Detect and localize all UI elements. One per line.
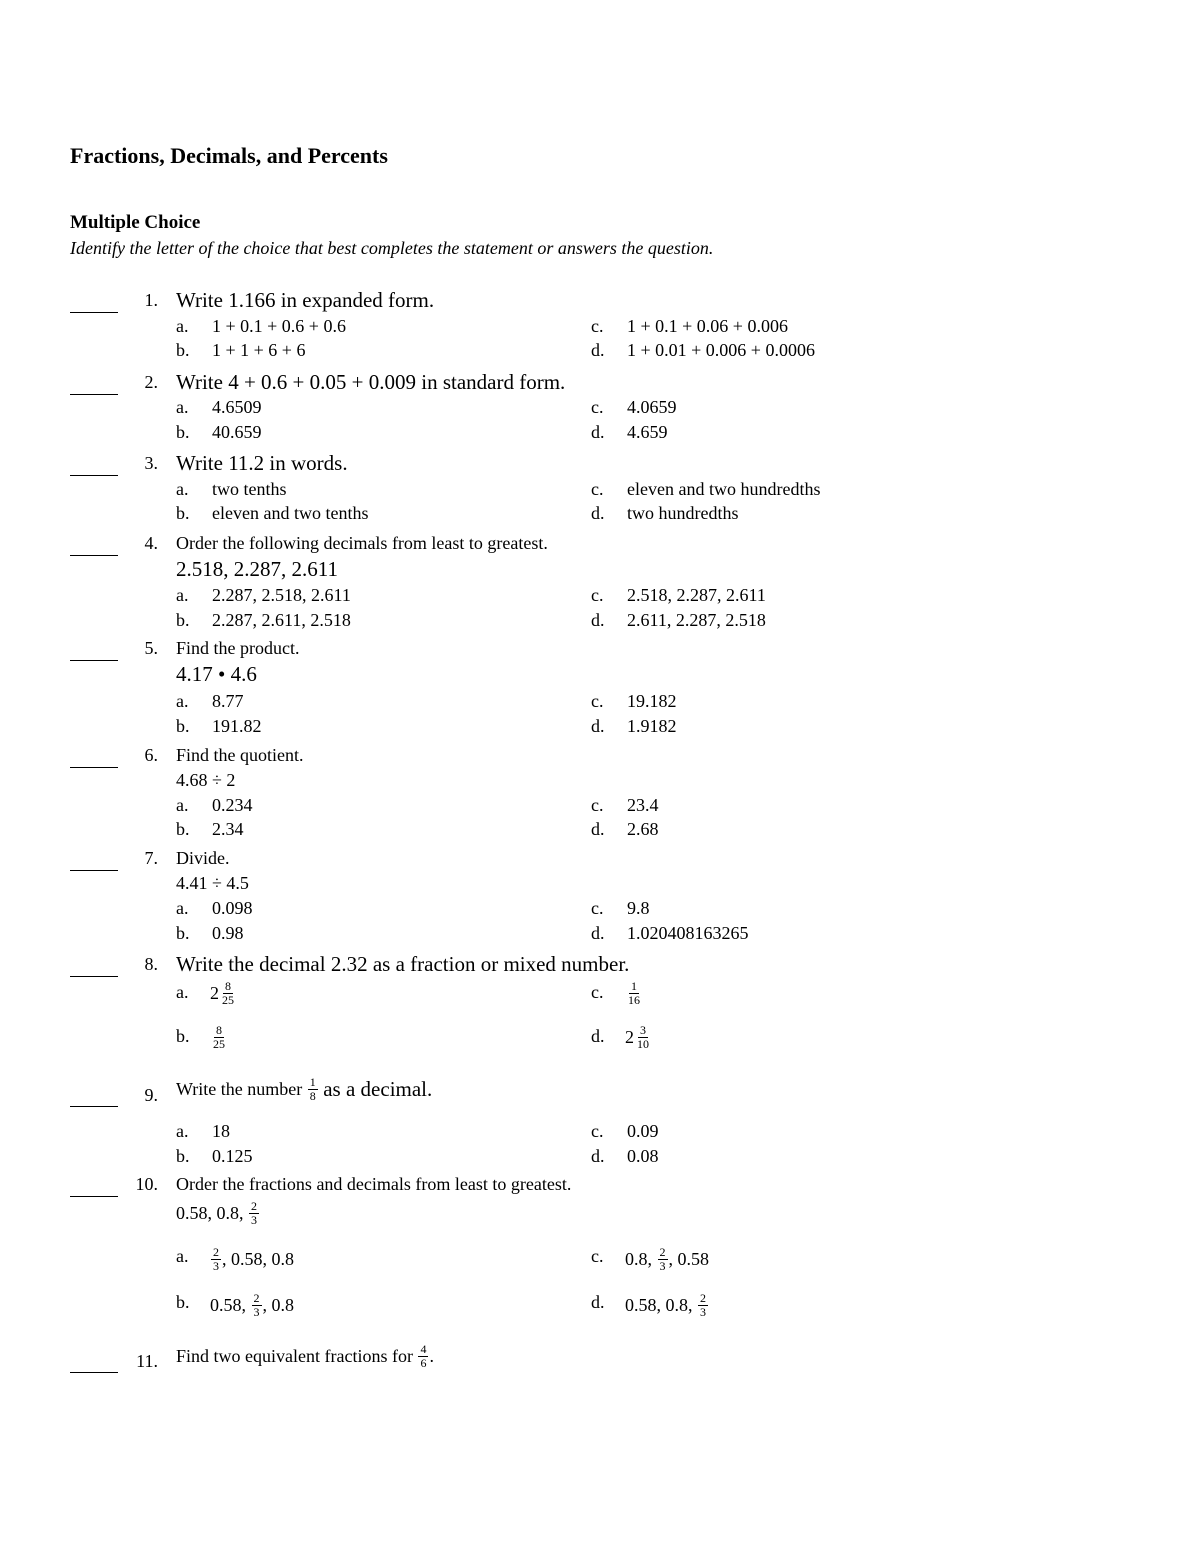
option-letter: b.: [176, 503, 190, 523]
option-c[interactable]: eleven and two hundredths: [627, 479, 821, 499]
denominator: 6: [420, 1356, 427, 1370]
option-d[interactable]: [625, 1292, 709, 1319]
question-number: 1.: [144, 290, 158, 310]
option-letter: c.: [591, 1246, 604, 1266]
denominator: 25: [213, 1037, 225, 1051]
option-pre: 0.58, 0.8,: [625, 1295, 697, 1315]
question-text: Order the following decimals from least to greatest.: [176, 533, 548, 553]
denominator: 3: [251, 1213, 257, 1227]
option-b[interactable]: [210, 1024, 228, 1051]
expression-text: 0.58, 0.8,: [176, 1203, 244, 1223]
numerator: 8: [225, 979, 231, 993]
denominator: 8: [309, 1089, 316, 1103]
option-a[interactable]: 1 + 0.1 + 0.6 + 0.6: [212, 316, 346, 336]
numerator: 1: [631, 979, 637, 993]
option-letter: d.: [591, 923, 605, 943]
option-post: , 0.8: [262, 1295, 294, 1315]
option-d[interactable]: [625, 1024, 652, 1051]
question-text: Write 1.166 in expanded form.: [176, 288, 435, 312]
option-c[interactable]: 2.518, 2.287, 2.611: [627, 585, 766, 605]
option-d[interactable]: 4.659: [627, 422, 668, 442]
question-text: [176, 1343, 434, 1370]
question-number: 2.: [144, 372, 158, 392]
option-letter: b.: [176, 923, 190, 943]
option-letter: c.: [591, 316, 604, 336]
question-expression: 4.68 ÷ 2: [176, 770, 236, 790]
question-number: 6.: [144, 745, 158, 765]
question-number: 4.: [144, 533, 158, 553]
option-letter: a.: [176, 1121, 189, 1141]
option-b[interactable]: 2.34: [212, 819, 244, 839]
option-letter: d.: [591, 1026, 605, 1046]
section-heading: Multiple Choice: [70, 212, 201, 233]
option-a[interactable]: 4.6509: [212, 397, 262, 417]
option-a[interactable]: two tenths: [212, 479, 287, 499]
denominator: 3: [253, 1305, 260, 1319]
answer-blank-1[interactable]: [70, 312, 118, 313]
fraction: [626, 980, 642, 1007]
question-text: Divide.: [176, 848, 230, 868]
option-c[interactable]: 0.09: [627, 1121, 659, 1141]
option-d[interactable]: two hundredths: [627, 503, 739, 523]
option-letter: a.: [176, 691, 189, 711]
option-letter: a.: [176, 585, 189, 605]
option-pre: 0.8,: [625, 1249, 657, 1269]
option-letter: a.: [176, 1246, 189, 1266]
question-number: 9.: [144, 1085, 158, 1105]
question-expression: 4.17 • 4.6: [176, 662, 257, 686]
numerator: 4: [420, 1342, 427, 1356]
denominator: 3: [700, 1305, 706, 1319]
answer-blank-3[interactable]: [70, 475, 118, 476]
option-b[interactable]: 2.287, 2.611, 2.518: [212, 610, 351, 630]
denominator: 10: [637, 1037, 649, 1051]
question-text: Find the quotient.: [176, 745, 304, 765]
option-letter: c.: [591, 898, 604, 918]
option-a[interactable]: 18: [212, 1121, 230, 1141]
question-text: Find the product.: [176, 638, 300, 658]
option-d[interactable]: 0.08: [627, 1146, 659, 1166]
numerator: 2: [659, 1245, 666, 1259]
question-text: [176, 1076, 432, 1103]
question-text: Write 11.2 in words.: [176, 451, 348, 475]
question-text: Write the decimal 2.32 as a fraction or mixed number.: [176, 952, 630, 976]
option-b[interactable]: 0.125: [212, 1146, 253, 1166]
question-number: 8.: [144, 954, 158, 974]
option-a[interactable]: 0.098: [212, 898, 253, 918]
option-letter: d.: [591, 610, 605, 630]
option-b[interactable]: 1 + 1 + 6 + 6: [212, 340, 306, 360]
option-letter: d.: [591, 716, 605, 736]
option-letter: c.: [591, 585, 604, 605]
answer-blank-8[interactable]: [70, 976, 118, 977]
answer-blank-4[interactable]: [70, 555, 118, 556]
numerator: 3: [640, 1023, 646, 1037]
option-letter: b.: [176, 610, 190, 630]
option-letter: b.: [176, 1146, 190, 1166]
option-c[interactable]: [625, 980, 643, 1007]
fraction: [308, 1076, 318, 1103]
option-letter: c.: [591, 1121, 604, 1141]
option-c[interactable]: 1 + 0.1 + 0.06 + 0.006: [627, 316, 788, 336]
question-expression: [176, 1200, 260, 1227]
page-title: Fractions, Decimals, and Percents: [70, 143, 388, 168]
mixed-whole: 2: [625, 1027, 634, 1047]
fraction: [211, 1246, 221, 1273]
question-number: 7.: [144, 848, 158, 868]
numerator: 2: [700, 1291, 706, 1305]
denominator: 16: [628, 993, 640, 1007]
answer-blank-2[interactable]: [70, 394, 118, 395]
answer-blank-6[interactable]: [70, 767, 118, 768]
option-letter: c.: [591, 479, 604, 499]
option-b[interactable]: eleven and two tenths: [212, 503, 369, 523]
question-text-before: Find two equivalent fractions for: [176, 1346, 413, 1366]
question-number: 3.: [144, 453, 158, 473]
option-letter: a.: [176, 397, 189, 417]
question-number: 10.: [135, 1174, 158, 1194]
question-text-after: .: [429, 1346, 434, 1366]
question-expression: 2.518, 2.287, 2.611: [176, 557, 338, 581]
question-text-before: Write the number: [176, 1079, 303, 1099]
option-a[interactable]: [210, 1246, 294, 1273]
answer-blank-5[interactable]: [70, 660, 118, 661]
option-a[interactable]: 8.77: [212, 691, 244, 711]
fraction: [211, 1024, 227, 1051]
option-letter: b.: [176, 716, 190, 736]
numerator: 8: [216, 1023, 222, 1037]
option-letter: a.: [176, 898, 189, 918]
option-letter: d.: [591, 340, 605, 360]
option-a[interactable]: 0.234: [212, 795, 253, 815]
question-number: 5.: [144, 638, 158, 658]
option-letter: c.: [591, 397, 604, 417]
option-letter: d.: [591, 1292, 605, 1312]
option-b[interactable]: 40.659: [212, 422, 262, 442]
option-d[interactable]: 1.020408163265: [627, 923, 749, 943]
fraction: [635, 1024, 651, 1051]
option-letter: b.: [176, 340, 190, 360]
option-a[interactable]: [210, 980, 237, 1007]
option-d[interactable]: 1.9182: [627, 716, 677, 736]
option-letter: b.: [176, 1292, 190, 1312]
answer-blank-9[interactable]: [70, 1106, 118, 1107]
fraction: [658, 1246, 668, 1273]
option-a[interactable]: 2.287, 2.518, 2.611: [212, 585, 351, 605]
option-b[interactable]: [210, 1292, 294, 1319]
option-letter: b.: [176, 422, 190, 442]
numerator: 1: [309, 1075, 316, 1089]
option-letter: a.: [176, 316, 189, 336]
option-b[interactable]: 0.98: [212, 923, 244, 943]
option-post: , 0.58: [668, 1249, 709, 1269]
option-letter: d.: [591, 503, 605, 523]
option-b[interactable]: 191.82: [212, 716, 262, 736]
question-number: 11.: [136, 1351, 158, 1371]
option-letter: c.: [591, 795, 604, 815]
option-letter: b.: [176, 819, 190, 839]
option-c[interactable]: 23.4: [627, 795, 659, 815]
option-letter: c.: [591, 691, 604, 711]
denominator: 3: [213, 1259, 219, 1273]
answer-blank-7[interactable]: [70, 870, 118, 871]
mixed-whole: 2: [210, 983, 219, 1003]
option-d[interactable]: 1 + 0.01 + 0.006 + 0.0006: [627, 340, 815, 360]
option-c[interactable]: 19.182: [627, 691, 677, 711]
option-letter: a.: [176, 795, 189, 815]
question-text-after: as a decimal.: [323, 1077, 433, 1101]
answer-blank-10[interactable]: [70, 1196, 118, 1197]
answer-blank-11[interactable]: [70, 1372, 118, 1373]
option-d[interactable]: 2.68: [627, 819, 659, 839]
numerator: 2: [253, 1291, 260, 1305]
fraction: [418, 1343, 428, 1370]
option-letter: a.: [176, 479, 189, 499]
option-post: , 0.58, 0.8: [222, 1249, 294, 1269]
option-c[interactable]: 4.0659: [627, 397, 677, 417]
denominator: 25: [222, 993, 234, 1007]
instructions: Identify the letter of the choice that best completes the statement or answers the question.: [70, 238, 714, 258]
fraction: [249, 1200, 259, 1227]
question-text: Write 4 + 0.6 + 0.05 + 0.009 in standard form.: [176, 370, 566, 394]
option-letter: d.: [591, 819, 605, 839]
option-letter: c.: [591, 982, 604, 1002]
option-d[interactable]: 2.611, 2.287, 2.518: [627, 610, 766, 630]
option-pre: 0.58,: [210, 1295, 251, 1315]
fraction: [252, 1292, 262, 1319]
numerator: 2: [213, 1245, 219, 1259]
option-c[interactable]: [625, 1246, 709, 1273]
option-letter: d.: [591, 1146, 605, 1166]
fraction: [698, 1292, 708, 1319]
question-expression: 4.41 ÷ 4.5: [176, 873, 249, 893]
numerator: 2: [251, 1199, 257, 1213]
option-letter: a.: [176, 982, 189, 1002]
denominator: 3: [659, 1259, 666, 1273]
option-letter: b.: [176, 1026, 190, 1046]
fraction: [220, 980, 236, 1007]
option-c[interactable]: 9.8: [627, 898, 650, 918]
question-text: Order the fractions and decimals from least to greatest.: [176, 1174, 572, 1194]
option-letter: d.: [591, 422, 605, 442]
